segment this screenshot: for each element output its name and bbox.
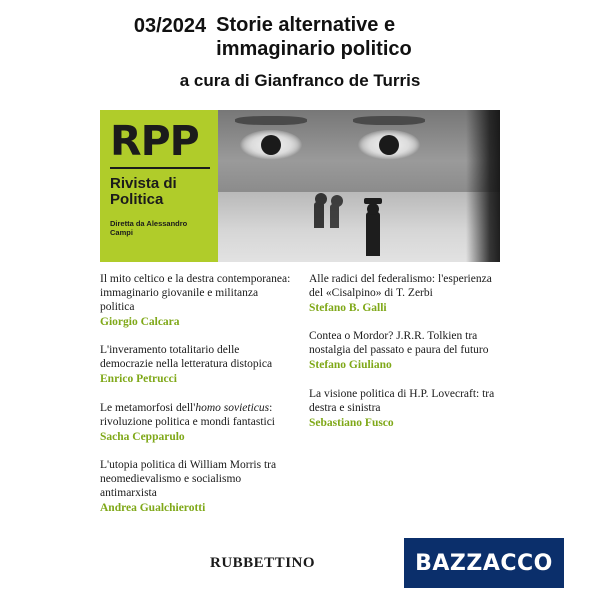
article-title: Il mito celtico e la destra contemporanea: immaginario giovanile e militanza politica: [100, 273, 291, 314]
figure-head: [331, 195, 343, 207]
divider: [110, 167, 210, 169]
article-title: Alle radici del federalismo: l'esperienza del «Cisalpino» di T. Zerbi: [309, 273, 492, 300]
article-list: [100, 272, 500, 530]
article-title: La visione politica di H.P. Lovecraft: tra destra e sinistra: [309, 387, 495, 414]
publisher-logo: RUBBETTINO: [210, 555, 316, 571]
article-column-left: [100, 272, 291, 530]
list-item: [309, 329, 500, 372]
eyebrow-left-icon: [235, 116, 307, 125]
cover-journal-title: Rivista di Politica: [110, 174, 177, 209]
list-item: [100, 458, 291, 515]
eyebrow-right-icon: [353, 116, 425, 125]
page-footer: [0, 538, 600, 600]
background-figure: [314, 202, 324, 228]
article-title: L'inveramento totalitario delle democrazie nella letteratura distopica: [100, 344, 273, 371]
list-item: [100, 343, 291, 386]
eyes-backdrop: [218, 110, 500, 195]
cover-direction-credit: Diretta da Alessandro Campi: [110, 218, 188, 237]
article-title-emphasis: homo sovieticus: [195, 401, 270, 414]
page-title: Storie alternative e immaginario politico: [216, 14, 412, 60]
article-author: Enrico Petrucci: [100, 373, 177, 386]
eye-right-icon: [358, 130, 420, 160]
street-floor: [218, 192, 500, 262]
article-author: Stefano Giuliano: [309, 359, 392, 372]
cover-masthead: [100, 110, 218, 262]
article-author: Sacha Cepparulo: [100, 430, 185, 443]
article-author: Andrea Gualchierotti: [100, 502, 206, 515]
article-title: Contea o Mordor? J.R.R. Tolkien tra nostalgia del passato e paura del futuro: [309, 330, 489, 357]
photo-vignette: [466, 110, 500, 262]
figure-head: [315, 193, 327, 205]
list-item: [309, 387, 500, 430]
article-title: L'utopia politica di William Morris tra neomedievalismo e socialismo antimarxista: [100, 459, 277, 500]
cover-image: [100, 110, 500, 262]
article-author: Stefano B. Galli: [309, 302, 387, 315]
list-item: [309, 272, 500, 315]
bazzacco-logo-label: BAZZACCO: [415, 550, 553, 576]
background-figure: [330, 204, 339, 228]
page-header: [0, 0, 600, 91]
pupil-icon: [379, 135, 399, 155]
editor-credit: a cura di Gianfranco de Turris: [179, 71, 421, 91]
list-item: [100, 272, 291, 329]
title-line: [30, 14, 570, 61]
cover-photograph: [218, 110, 500, 262]
article-title-pre: Le metamorfosi dell': [100, 401, 196, 414]
pupil-icon: [261, 135, 281, 155]
article-column-right: [309, 272, 500, 530]
bowler-hat-icon: [364, 198, 382, 204]
article-title: [100, 401, 291, 429]
issue-number: 03/2024: [133, 15, 207, 37]
man-with-hat-figure: [366, 212, 380, 256]
article-author: Sebastiano Fusco: [309, 416, 394, 429]
list-item: [100, 401, 291, 444]
bazzacco-logo: [404, 538, 564, 588]
figure-head: [367, 203, 379, 215]
rpp-logo: RPP: [110, 117, 199, 165]
eye-left-icon: [240, 130, 302, 160]
article-author: Giorgio Calcara: [100, 316, 180, 329]
article-title-post: : rivoluzione politica e mondi fantastici: [100, 401, 276, 428]
